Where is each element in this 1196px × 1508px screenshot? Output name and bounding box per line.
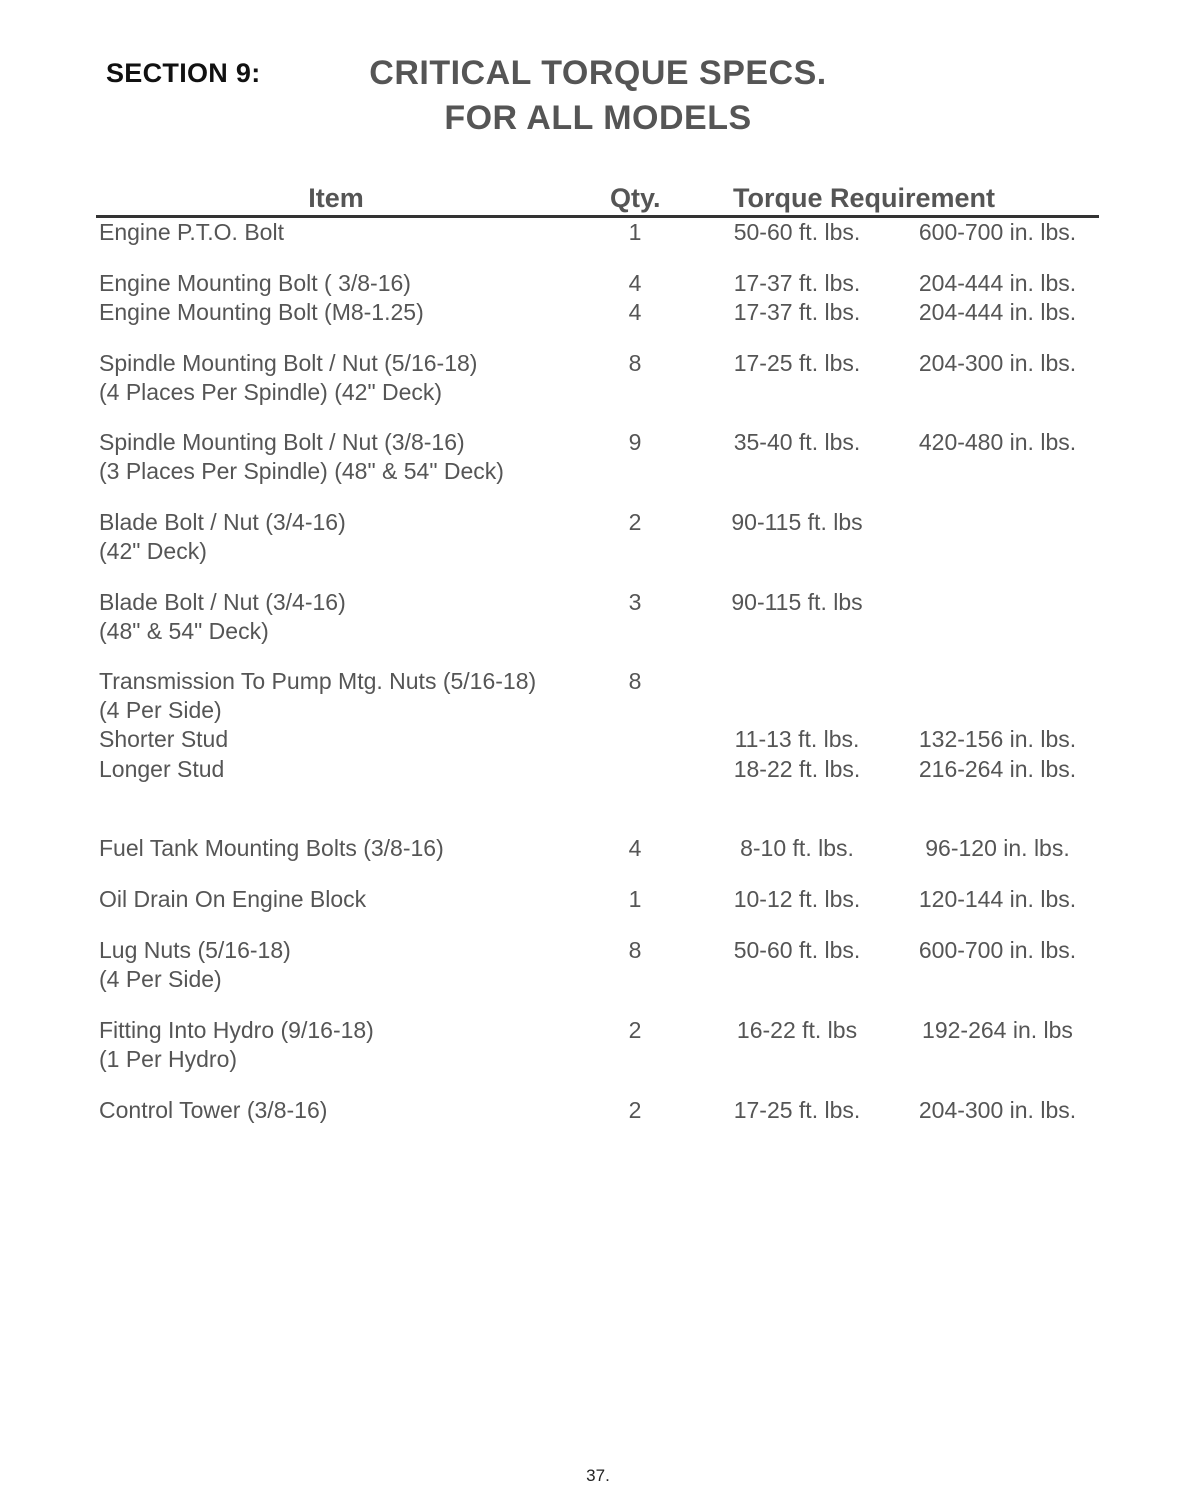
table-row-item: Engine Mounting Bolt ( 3/8-16) bbox=[99, 270, 411, 296]
table-row-item-note: (42" Deck) bbox=[99, 538, 207, 564]
table-row-qty: 2 bbox=[628, 1097, 642, 1123]
table-row-torque-ft: 11-13 ft. lbs. bbox=[734, 726, 860, 752]
table-row-item: Transmission To Pump Mtg. Nuts (5/16-18) bbox=[99, 668, 537, 694]
table-row-torque-ft: 17-25 ft. lbs. bbox=[733, 350, 861, 376]
table-row-item-note: (48" & 54" Deck) bbox=[99, 618, 269, 644]
table-row-qty: 4 bbox=[628, 299, 642, 325]
table-row-torque-in: 420-480 in. lbs. bbox=[918, 429, 1077, 455]
column-header-item: Item bbox=[308, 183, 364, 213]
table-row-item: Longer Stud bbox=[99, 756, 225, 782]
table-row-torque-ft: 17-37 ft. lbs. bbox=[733, 270, 861, 296]
table-row-torque-in: 96-120 in. lbs. bbox=[925, 835, 1070, 861]
table-row-item-note: (4 Per Side) bbox=[99, 697, 222, 723]
table-row-qty: 9 bbox=[628, 429, 642, 455]
table-row-torque-in: 132-156 in. lbs. bbox=[918, 726, 1077, 752]
table-row-qty: 8 bbox=[628, 668, 642, 694]
table-row-qty: 1 bbox=[628, 886, 642, 912]
table-row-torque-ft: 90-115 ft. lbs bbox=[731, 589, 863, 615]
table-row-torque-ft: 50-60 ft. lbs. bbox=[733, 937, 861, 963]
table-row-torque-in: 204-300 in. lbs. bbox=[918, 1097, 1077, 1123]
table-row-torque-ft: 17-25 ft. lbs. bbox=[733, 1097, 861, 1123]
table-row-item: Fitting Into Hydro (9/16-18) bbox=[99, 1017, 374, 1043]
table-row-item: Blade Bolt / Nut (3/4-16) bbox=[99, 589, 346, 615]
table-row-qty: 8 bbox=[628, 937, 642, 963]
table-row-item: Oil Drain On Engine Block bbox=[99, 886, 367, 912]
table-row-torque-ft: 35-40 ft. lbs. bbox=[733, 429, 861, 455]
table-row-torque-in: 600-700 in. lbs. bbox=[918, 219, 1077, 245]
table-row-torque-ft: 16-22 ft. lbs bbox=[736, 1017, 858, 1043]
table-row-torque-in: 216-264 in. lbs. bbox=[918, 756, 1077, 782]
table-row-torque-ft: 8-10 ft. lbs. bbox=[740, 835, 854, 861]
table-row-torque-ft: 50-60 ft. lbs. bbox=[733, 219, 861, 245]
table-row-item-note: (3 Places Per Spindle) (48" & 54" Deck) bbox=[99, 458, 504, 484]
table-row-item: Lug Nuts (5/16-18) bbox=[99, 937, 291, 963]
table-row-torque-ft: 90-115 ft. lbs bbox=[731, 509, 863, 535]
table-row-item: Fuel Tank Mounting Bolts (3/8-16) bbox=[99, 835, 444, 861]
table-row-item-note: (4 Places Per Spindle) (42" Deck) bbox=[99, 379, 443, 405]
table-row-item-note: (1 Per Hydro) bbox=[99, 1046, 238, 1072]
table-row-item: Control Tower (3/8-16) bbox=[99, 1097, 328, 1123]
table-row-qty: 3 bbox=[628, 589, 642, 615]
table-row-qty: 4 bbox=[628, 270, 642, 296]
table-row-qty: 2 bbox=[628, 1017, 642, 1043]
table-row-torque-in: 600-700 in. lbs. bbox=[918, 937, 1077, 963]
column-header-torque: Torque Requirement bbox=[733, 183, 996, 213]
table-row-torque-ft: 18-22 ft. lbs. bbox=[733, 756, 861, 782]
table-row-torque-ft: 10-12 ft. lbs. bbox=[733, 886, 861, 912]
table-row-qty: 8 bbox=[628, 350, 642, 376]
table-row-item: Blade Bolt / Nut (3/4-16) bbox=[99, 509, 346, 535]
table-row-qty: 1 bbox=[628, 219, 642, 245]
table-row-item-note: (4 Per Side) bbox=[99, 966, 222, 992]
table-row-item: Spindle Mounting Bolt / Nut (3/8-16) bbox=[99, 429, 465, 455]
table-row-item: Shorter Stud bbox=[99, 726, 229, 752]
table-row-torque-in: 204-444 in. lbs. bbox=[918, 299, 1077, 325]
table-row-torque-in: 192-264 in. lbs bbox=[922, 1017, 1073, 1043]
page-title-line-1: CRITICAL TORQUE SPECS. bbox=[369, 54, 827, 92]
table-row-qty: 4 bbox=[628, 835, 642, 861]
table-row-torque-in: 204-300 in. lbs. bbox=[918, 350, 1077, 376]
section-label: SECTION 9: bbox=[106, 58, 261, 88]
table-row-item: Spindle Mounting Bolt / Nut (5/16-18) bbox=[99, 350, 478, 376]
page-number: 37. bbox=[586, 1466, 610, 1485]
table-row-torque-in: 120-144 in. lbs. bbox=[918, 886, 1077, 912]
table-row-item: Engine P.T.O. Bolt bbox=[99, 219, 284, 245]
table-row-torque-in: 204-444 in. lbs. bbox=[918, 270, 1077, 296]
page-title-line-2: FOR ALL MODELS bbox=[444, 99, 752, 137]
table-row-item: Engine Mounting Bolt (M8-1.25) bbox=[99, 299, 424, 325]
table-row-torque-ft: 17-37 ft. lbs. bbox=[733, 299, 861, 325]
column-header-qty: Qty. bbox=[610, 183, 661, 213]
table-row-qty: 2 bbox=[628, 509, 642, 535]
